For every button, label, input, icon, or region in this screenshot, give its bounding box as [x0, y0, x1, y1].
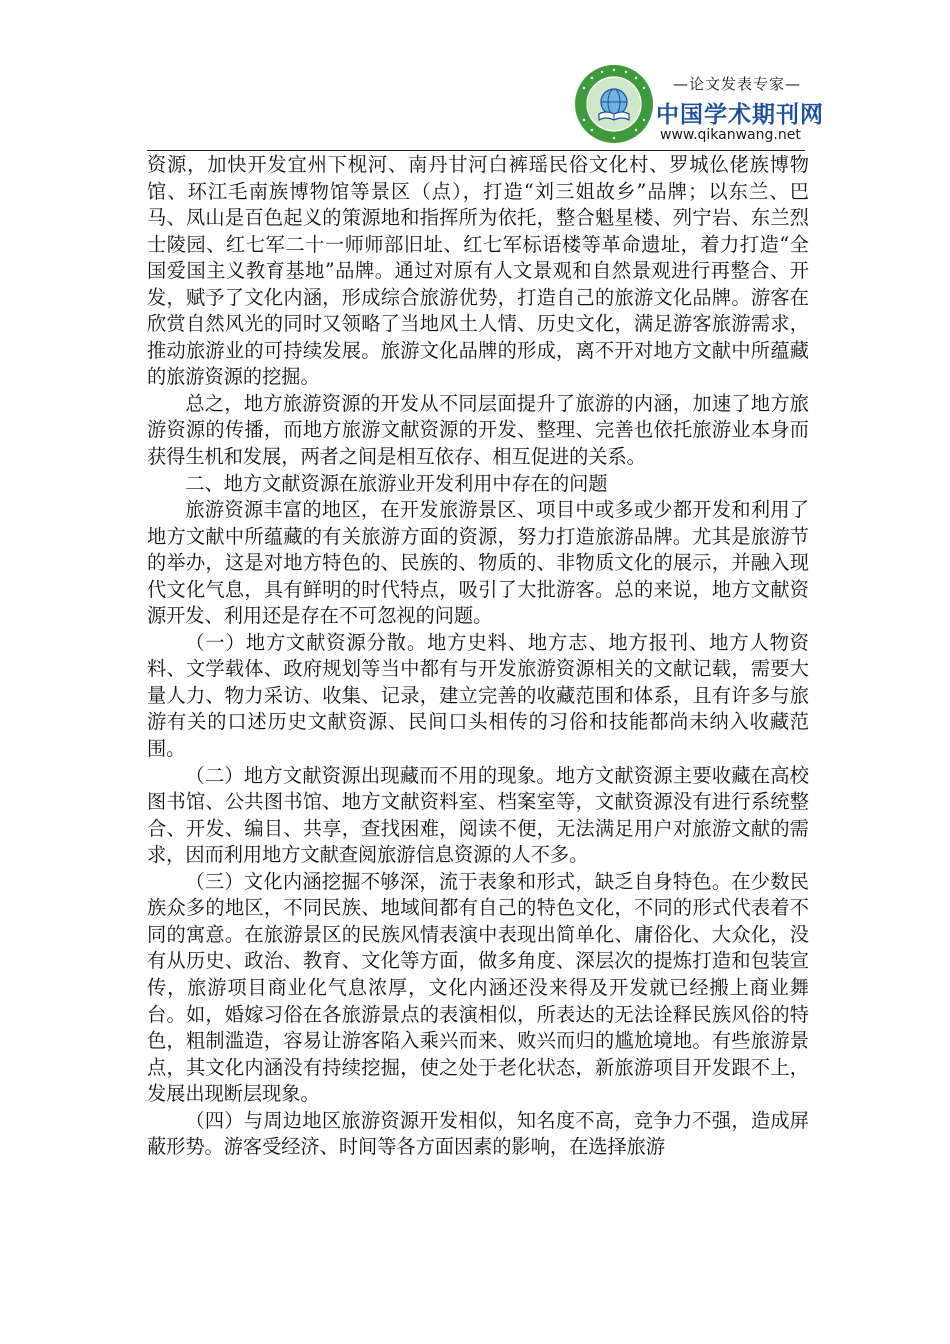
section-heading: 二、地方文献资源在旅游业开发利用中存在的问题	[185, 471, 608, 495]
paragraph: 旅游资源丰富的地区，在开发旅游景区、项目中或多或少都开发和利用了地方文献中所蕴藏的有关旅游方面的资源，努力打造旅游品牌。尤其是旅游节的举办，这是对地方特色的、民族的、物质的、非物质文化的展示，并融入现代文化气息，具有鲜明的时代特点，吸引了大批游客。总的来说，地方文献资源开发、利用还是存在不可忽视的问题。	[147, 498, 809, 628]
article-body	[147, 152, 809, 1161]
paragraph: （一）地方文献资源分散。地方史料、地方志、地方报刊、地方人物资料、文学载体、政府规划等当中都有与开发旅游资源相关的文献记载，需要大量人力、物力采访、收集、记录，建立完善的收藏范围和体系，且有许多与旅游有关的口述历史文献资源、民间口头相传的习俗和技能都尚未纳入收藏范围。	[147, 630, 809, 761]
page-header	[0, 0, 950, 150]
logo-seal-icon	[574, 64, 654, 144]
header-divider	[147, 150, 805, 151]
paragraph: 总之，地方旅游资源的开发从不同层面提升了旅游的内涵，加速了地方旅游资源的传播，而地方旅游文献资源的开发、整理、完善也依托旅游业本身而获得生机和发展，两者之间是相互依存、相互促进的关系。	[147, 391, 809, 469]
logo-tagline: —论文发表专家—	[672, 75, 801, 93]
paragraph: （三）文化内涵挖掘不够深，流于表象和形式，缺乏自身特色。在少数民族众多的地区，不同民族、地域间都有自己的特色文化，不同的形式代表着不同的寓意。在旅游景区的民族风情表演中表现出简单化、庸俗化、大众化，没有从历史、政治、教育、文化等方面，做多角度、深层次的提炼打造和包装宣传，旅游项目商业化气息浓厚，文化内涵还没来得及开发就已经搬上商业舞台。如，婚嫁习俗在各旅游景点的表演相似，所表达的无法诠释民族风俗的特色，粗制滥造，容易让游客陷入乘兴而来、败兴而归的尴尬境地。有些旅游景点，其文化内涵没有持续挖掘，使之处于老化状态，新旅游项目开发跟不上，发展出现断层现象。	[147, 869, 809, 1106]
logo-site-name: 中国学术期刊网	[656, 102, 824, 128]
paragraph: 资源，加快开发宜州下枧河、南丹甘河白裤瑶民俗文化村、罗城仫佬族博物馆、环江毛南族博物馆等景区（点），打造“刘三姐故乡”品牌；以东兰、巴马、凤山是百色起义的策源地和指挥所为依托，整合魁星楼、列宁岩、东兰烈士陵园、红七军二十一师师部旧址、红七军标语楼等革命遗址，着力打造“全国爱国主义教育基地”品牌。通过对原有人文景观和自然景观进行再整合、开发，赋予了文化内涵，形成综合旅游优势，打造自己的旅游文化品牌。游客在欣赏自然风光的同时又领略了当地风土人情、历史文化，满足游客旅游需求，推动旅游业的可持续发展。旅游文化品牌的形成，离不开对地方文献中所蕴藏的旅游资源的挖掘。	[147, 153, 809, 389]
logo-url: www.qikanwang.net	[660, 127, 801, 143]
paragraph: （二）地方文献资源出现藏而不用的现象。地方文献资源主要收藏在高校图书馆、公共图书馆、地方文献资料室、档案室等，文献资源没有进行系统整合、开发、编目、共享，查找困难，阅读不便，无法满足用户对旅游文献的需求，因而利用地方文献查阅旅游信息资源的人不多。	[147, 763, 809, 867]
paragraph: （四）与周边地区旅游资源开发相似，知名度不高，竞争力不强，造成屏蔽形势。游客受经济、时间等各方面因素的影响，在选择旅游	[147, 1108, 809, 1159]
